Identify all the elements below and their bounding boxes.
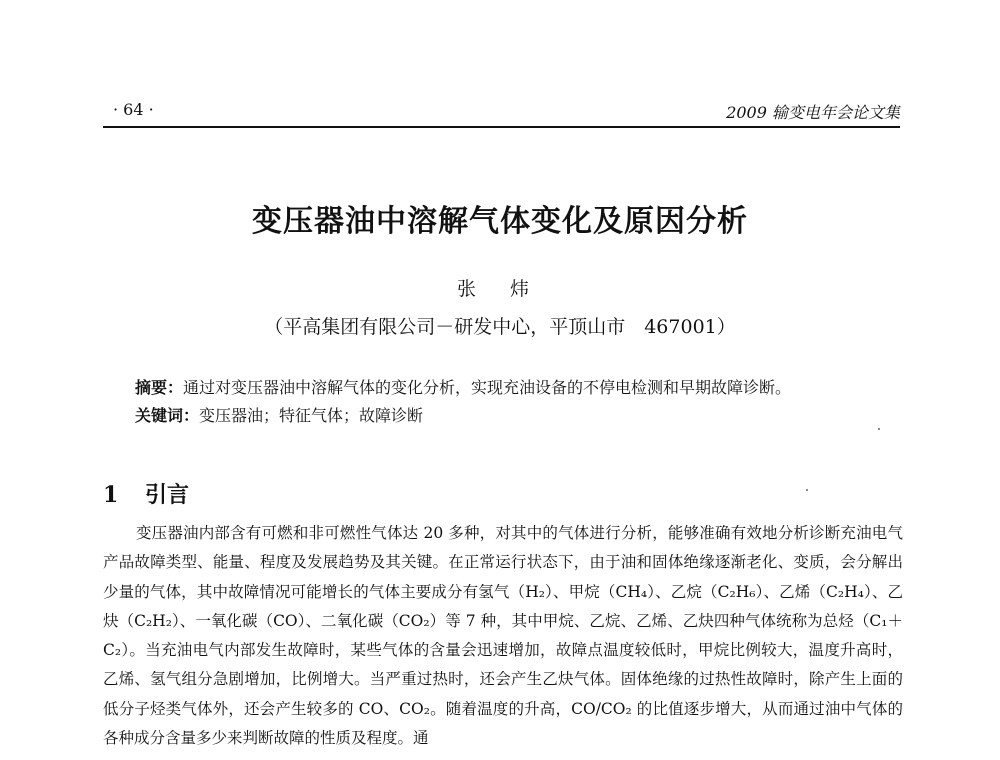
- keywords-label: 关键词：: [135, 406, 200, 425]
- abstract-text: 通过对变压器油中溶解气体的变化分析，实现充油设备的不停电检测和早期故障诊断。: [183, 378, 792, 397]
- keywords: [135, 403, 905, 426]
- section-body-paragraph: 变压器油内部含有可燃和非可燃性气体达 20 多种，对其中的气体进行分析，能够准确有效地分析诊断充油电气产品故障类型、能量、程度及发展趋势及其关键。在正常运行状态下，由于油和固体绝缘逐渐老化、变质，会分解出少量的气体，其中故障情况可能增长的气体主要成分有氢气（H₂）、甲烷（CH₄）、乙烷（C₂H₆）、乙烯（C₂H₄）、乙炔（C₂H₂）、一氧化碳（CO）、二氧化碳（CO₂）等 7 种，其中甲烷、乙烷、乙烯、乙炔四种气体统称为总烃（C₁＋C₂）。当充油电气内部发生故障时，某些气体的含量会迅速增加，故障点温度较低时，甲烷比例较大，温度升高时，乙烯、氢气组分急剧增加，比例增大。当严重过热时，还会产生乙炔气体。固体绝缘的过热性故障时，除产生上面的低分子烃类气体外，还会产生较多的 CO、CO₂。随着温度的升高，CO/CO₂ 的比值逐步增大，从而通过油中气体的各种成分含量多少来判断故障的性质及程度。通: [103, 524, 903, 748]
- abstract-label: 摘要：: [135, 378, 184, 397]
- keywords-text: 变压器油；特征气体；故障诊断: [199, 406, 424, 425]
- author-affiliation: （平高集团有限公司－研发中心，平顶山市 467001）: [264, 316, 736, 338]
- section-heading: [103, 478, 189, 509]
- scan-speck: [806, 489, 808, 491]
- author-name: 张 炜: [456, 278, 544, 300]
- page-header: [103, 100, 900, 128]
- scan-speck: [878, 428, 880, 430]
- section-number: 1: [103, 482, 119, 508]
- page-number: · 64 ·: [113, 100, 154, 119]
- journal-title: 2009 输变电年会论文集: [726, 103, 900, 122]
- section-title: 引言: [145, 482, 190, 508]
- abstract: [135, 375, 905, 398]
- paper-title: 变压器油中溶解气体变化及原因分析: [252, 204, 748, 239]
